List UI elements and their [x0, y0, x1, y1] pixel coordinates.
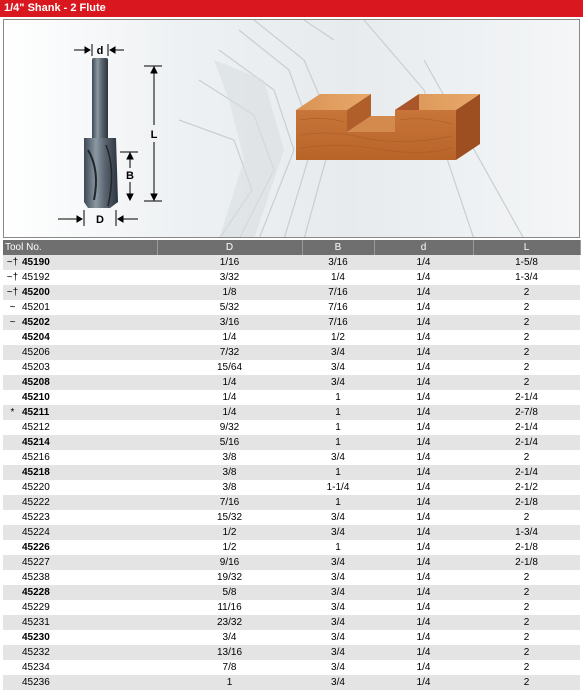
cell-l-overall-length: 2-1/4: [473, 465, 580, 480]
cell-d-shank: 1/4: [374, 675, 473, 690]
tool-number: 45227: [22, 557, 50, 568]
tool-number: 45212: [22, 422, 50, 433]
tool-number: 45238: [22, 572, 50, 583]
cell-l-overall-length: 2: [473, 345, 580, 360]
cell-d-cutting-diameter: 3/8: [222, 482, 237, 493]
table-row: [3, 285, 580, 300]
cell-l-overall-length: 2: [523, 572, 530, 583]
cell-d-cutting-diameter: 1/2: [157, 525, 302, 540]
cell-d-cutting-diameter: 7/8: [222, 662, 237, 673]
table-row: [3, 405, 580, 420]
spec-table: [3, 240, 581, 690]
availability-mark: ~: [9, 317, 16, 328]
cell-d-cutting-diameter: 1: [157, 675, 302, 690]
page-title: 1/4" Shank - 2 Flute: [0, 0, 583, 17]
cell-d-cutting-diameter: 5/16: [157, 435, 302, 450]
availability-mark: ~†: [6, 287, 19, 298]
table-row: [3, 525, 580, 540]
cell-l-overall-length: 2-1/8: [473, 495, 580, 510]
cell-d-shank: 1/4: [416, 602, 431, 613]
cell-b-cutting-length: 3/4: [302, 345, 374, 360]
label-B: B: [126, 170, 134, 182]
table-row: [3, 630, 580, 645]
cell-tool-no: [3, 525, 157, 540]
cell-l-overall-length: 2: [523, 632, 530, 643]
cell-tool-no: [3, 480, 157, 495]
column-header-l-overall-length: L: [473, 240, 580, 255]
label-L: L: [150, 129, 158, 141]
cell-l-overall-length: 2-1/4: [473, 435, 580, 450]
cell-tool-no: [3, 360, 157, 375]
table-row: [3, 255, 580, 270]
label-D: D: [96, 214, 104, 226]
cell-b-cutting-length: 3/16: [302, 255, 374, 270]
cell-l-overall-length: 1-5/8: [473, 255, 580, 270]
table-row: [3, 615, 580, 630]
tool-number: 45216: [22, 452, 50, 463]
cell-d-cutting-diameter: 1/16: [157, 255, 302, 270]
cell-l-overall-length: 1-3/4: [473, 525, 580, 540]
cell-d-cutting-diameter: 13/16: [157, 645, 302, 660]
cell-b-cutting-length: 1/2: [331, 332, 345, 343]
cell-l-overall-length: 2-1/4: [515, 392, 538, 403]
cell-d-cutting-diameter: 23/32: [157, 615, 302, 630]
cell-d-shank: 1/4: [374, 585, 473, 600]
tool-number: 45208: [22, 377, 50, 388]
cell-d-cutting-diameter: 5/8: [157, 585, 302, 600]
cell-d-cutting-diameter: 1/4: [157, 375, 302, 390]
cell-tool-no: [3, 465, 157, 480]
table-row: [3, 435, 580, 450]
table-row: [3, 360, 580, 375]
tool-number: 45220: [22, 482, 50, 493]
cell-l-overall-length: 2-1/4: [515, 422, 538, 433]
cell-l-overall-length: 2: [523, 512, 530, 523]
table-row: [3, 420, 580, 435]
tool-number: 45232: [22, 647, 50, 658]
cell-d-cutting-diameter: 1/8: [157, 285, 302, 300]
cell-tool-no: [3, 630, 157, 645]
cell-d-shank: 1/4: [416, 482, 431, 493]
cell-d-cutting-diameter: 15/32: [216, 512, 243, 523]
cell-b-cutting-length: 3/4: [331, 602, 345, 613]
cell-b-cutting-length: 3/4: [331, 452, 345, 463]
cell-d-cutting-diameter: 19/32: [216, 572, 243, 583]
cell-b-cutting-length: 7/16: [302, 315, 374, 330]
table-row: [3, 480, 580, 495]
table-row: [3, 585, 580, 600]
cell-d-shank: 1/4: [416, 272, 431, 283]
cell-b-cutting-length: 1: [302, 435, 374, 450]
tool-number: 45201: [22, 302, 50, 313]
cell-b-cutting-length: 3/4: [331, 632, 345, 643]
table-row: [3, 330, 580, 345]
availability-mark: ~: [9, 302, 16, 313]
tool-number: 45226: [22, 542, 50, 553]
cell-b-cutting-length: 1: [302, 465, 374, 480]
cell-d-cutting-diameter: 1/2: [222, 542, 237, 553]
cell-d-cutting-diameter: 3/8: [157, 465, 302, 480]
cell-l-overall-length: 2: [523, 332, 530, 343]
tool-number: 45223: [22, 512, 50, 523]
cell-d-shank: 1/4: [374, 525, 473, 540]
tool-number: 45200: [22, 287, 50, 298]
cell-l-overall-length: 2: [473, 615, 580, 630]
cell-d-shank: 1/4: [374, 645, 473, 660]
column-header-b-cutting-length: B: [302, 240, 374, 255]
product-figure: [3, 19, 580, 238]
tool-number: 45192: [22, 272, 50, 283]
cell-tool-no: [3, 615, 157, 630]
cell-d-shank: 1/4: [374, 555, 473, 570]
column-header-tool-no: Tool No.: [3, 240, 157, 255]
cell-b-cutting-length: 3/4: [302, 585, 374, 600]
tool-number: 45230: [22, 632, 50, 643]
cell-b-cutting-length: 3/4: [302, 645, 374, 660]
tool-number: 45202: [22, 317, 50, 328]
cell-tool-no: [3, 375, 157, 390]
label-d: d: [96, 45, 104, 57]
cell-b-cutting-length: 3/4: [331, 512, 345, 523]
cell-b-cutting-length: 7/16: [328, 302, 348, 313]
cell-l-overall-length: 2-7/8: [473, 405, 580, 420]
cell-d-cutting-diameter: 9/32: [219, 422, 240, 433]
tool-number: 45211: [22, 407, 50, 418]
cell-b-cutting-length: 1: [302, 495, 374, 510]
table-row: [3, 300, 580, 315]
cell-d-cutting-diameter: 3/32: [219, 272, 240, 283]
table-row: [3, 450, 580, 465]
tool-number: 45190: [22, 257, 50, 268]
cell-tool-no: [3, 390, 157, 405]
cell-b-cutting-length: 3/4: [331, 572, 345, 583]
cell-tool-no: [3, 255, 157, 270]
cell-tool-no: [3, 510, 157, 525]
cell-d-cutting-diameter: 3/4: [222, 632, 237, 643]
table-row: [3, 495, 580, 510]
cell-b-cutting-length: 7/16: [302, 285, 374, 300]
cell-l-overall-length: 2: [523, 362, 530, 373]
cell-tool-no: [3, 600, 157, 615]
cell-tool-no: [3, 270, 157, 285]
table-row: [3, 390, 580, 405]
cell-d-shank: 1/4: [374, 285, 473, 300]
cell-l-overall-length: 2: [473, 285, 580, 300]
tool-number: 45218: [22, 467, 50, 478]
cell-d-shank: 1/4: [416, 632, 431, 643]
table-row: [3, 510, 580, 525]
cell-d-shank: 1/4: [416, 332, 431, 343]
cell-d-cutting-diameter: 7/16: [157, 495, 302, 510]
cell-l-overall-length: 2: [523, 302, 530, 313]
cell-l-overall-length: 2-1/8: [473, 555, 580, 570]
cell-d-shank: 1/4: [416, 542, 431, 553]
table-row: [3, 345, 580, 360]
availability-mark: ~†: [6, 257, 19, 268]
cell-l-overall-length: 2: [473, 645, 580, 660]
cell-tool-no: [3, 540, 157, 555]
cell-l-overall-length: 2-1/8: [515, 542, 538, 553]
cell-tool-no: [3, 675, 157, 690]
cell-b-cutting-length: 1: [335, 542, 341, 553]
table-row: [3, 675, 580, 690]
cell-b-cutting-length: 1/4: [331, 272, 345, 283]
cell-d-shank: 1/4: [374, 495, 473, 510]
cell-tool-no: [3, 570, 157, 585]
table-row: [3, 315, 580, 330]
cell-l-overall-length: 2: [523, 602, 530, 613]
cell-d-shank: 1/4: [374, 465, 473, 480]
tool-number: 45210: [22, 392, 50, 403]
cell-b-cutting-length: 3/4: [302, 615, 374, 630]
table-row: [3, 555, 580, 570]
cell-b-cutting-length: 1-1/4: [326, 482, 350, 493]
cell-d-shank: 1/4: [374, 615, 473, 630]
tool-number: 45203: [22, 362, 50, 373]
cell-d-shank: 1/4: [416, 302, 431, 313]
cell-tool-no: [3, 405, 157, 420]
tool-number: 45204: [22, 332, 50, 343]
table-row: [3, 270, 580, 285]
cell-l-overall-length: 2: [523, 662, 530, 673]
cell-b-cutting-length: 3/4: [331, 662, 345, 673]
table-header-row: [3, 240, 580, 255]
cell-b-cutting-length: 3/4: [331, 362, 345, 373]
tool-number: 45228: [22, 587, 50, 598]
column-header-d-shank: d: [374, 240, 473, 255]
cell-d-shank: 1/4: [374, 255, 473, 270]
table-row: [3, 465, 580, 480]
tool-number: 45224: [22, 527, 50, 538]
cell-tool-no: [3, 330, 157, 345]
cell-b-cutting-length: 3/4: [302, 525, 374, 540]
column-header-d-cutting-diameter: D: [157, 240, 302, 255]
cell-d-shank: 1/4: [374, 345, 473, 360]
cell-tool-no: [3, 585, 157, 600]
cell-d-cutting-diameter: 15/64: [216, 362, 243, 373]
cell-d-shank: 1/4: [374, 315, 473, 330]
cell-l-overall-length: 2: [473, 585, 580, 600]
cell-tool-no: [3, 645, 157, 660]
cell-d-cutting-diameter: 1/4: [157, 405, 302, 420]
cell-d-cutting-diameter: 1/4: [222, 332, 237, 343]
cell-d-cutting-diameter: 7/32: [157, 345, 302, 360]
cell-b-cutting-length: 1: [335, 422, 341, 433]
cell-d-shank: 1/4: [416, 392, 431, 403]
table-row: [3, 600, 580, 615]
cell-d-cutting-diameter: 11/16: [217, 602, 242, 613]
cell-d-cutting-diameter: 9/16: [157, 555, 302, 570]
cell-tool-no: [3, 285, 157, 300]
table-row: [3, 570, 580, 585]
tool-number: 45234: [22, 662, 50, 673]
table-row: [3, 540, 580, 555]
cell-d-shank: 1/4: [374, 375, 473, 390]
cell-d-shank: 1/4: [416, 662, 431, 673]
cell-d-cutting-diameter: 3/8: [222, 452, 237, 463]
availability-mark: ~†: [6, 272, 19, 283]
cell-d-shank: 1/4: [416, 362, 431, 373]
cell-b-cutting-length: 1: [335, 392, 341, 403]
cell-tool-no: [3, 555, 157, 570]
cell-tool-no: [3, 345, 157, 360]
cell-l-overall-length: 2: [473, 675, 580, 690]
cell-l-overall-length: 2: [523, 452, 530, 463]
cell-d-cutting-diameter: 5/32: [219, 302, 240, 313]
cell-d-cutting-diameter: 1/4: [222, 392, 237, 403]
cell-b-cutting-length: 3/4: [302, 675, 374, 690]
cell-tool-no: [3, 300, 157, 315]
tool-number: 45206: [22, 347, 50, 358]
cell-b-cutting-length: 3/4: [302, 555, 374, 570]
cell-l-overall-length: 2: [473, 315, 580, 330]
cell-d-shank: 1/4: [374, 435, 473, 450]
cell-l-overall-length: 2: [473, 375, 580, 390]
cell-tool-no: [3, 495, 157, 510]
cell-tool-no: [3, 450, 157, 465]
cell-d-shank: 1/4: [416, 422, 431, 433]
tool-number: 45231: [22, 617, 50, 628]
cell-b-cutting-length: 3/4: [302, 375, 374, 390]
tool-number: 45222: [22, 497, 50, 508]
tool-number: 45214: [22, 437, 50, 448]
cell-d-shank: 1/4: [416, 512, 431, 523]
tool-number: 45236: [22, 677, 50, 688]
cell-tool-no: [3, 435, 157, 450]
cell-l-overall-length: 2-1/2: [515, 482, 538, 493]
cell-b-cutting-length: 1: [302, 405, 374, 420]
cell-d-shank: 1/4: [416, 572, 431, 583]
cell-tool-no: [3, 315, 157, 330]
table-body: [3, 255, 580, 690]
cell-l-overall-length: 1-3/4: [515, 272, 538, 283]
cell-tool-no: [3, 420, 157, 435]
cell-tool-no: [3, 660, 157, 675]
cell-d-shank: 1/4: [416, 452, 431, 463]
cell-d-shank: 1/4: [374, 405, 473, 420]
table-row: [3, 375, 580, 390]
tool-number: 45229: [22, 602, 50, 613]
table-row: [3, 645, 580, 660]
table-row: [3, 660, 580, 675]
cell-d-cutting-diameter: 3/16: [157, 315, 302, 330]
availability-mark: *: [10, 407, 15, 418]
wood-groove-illustration: [4, 20, 580, 238]
